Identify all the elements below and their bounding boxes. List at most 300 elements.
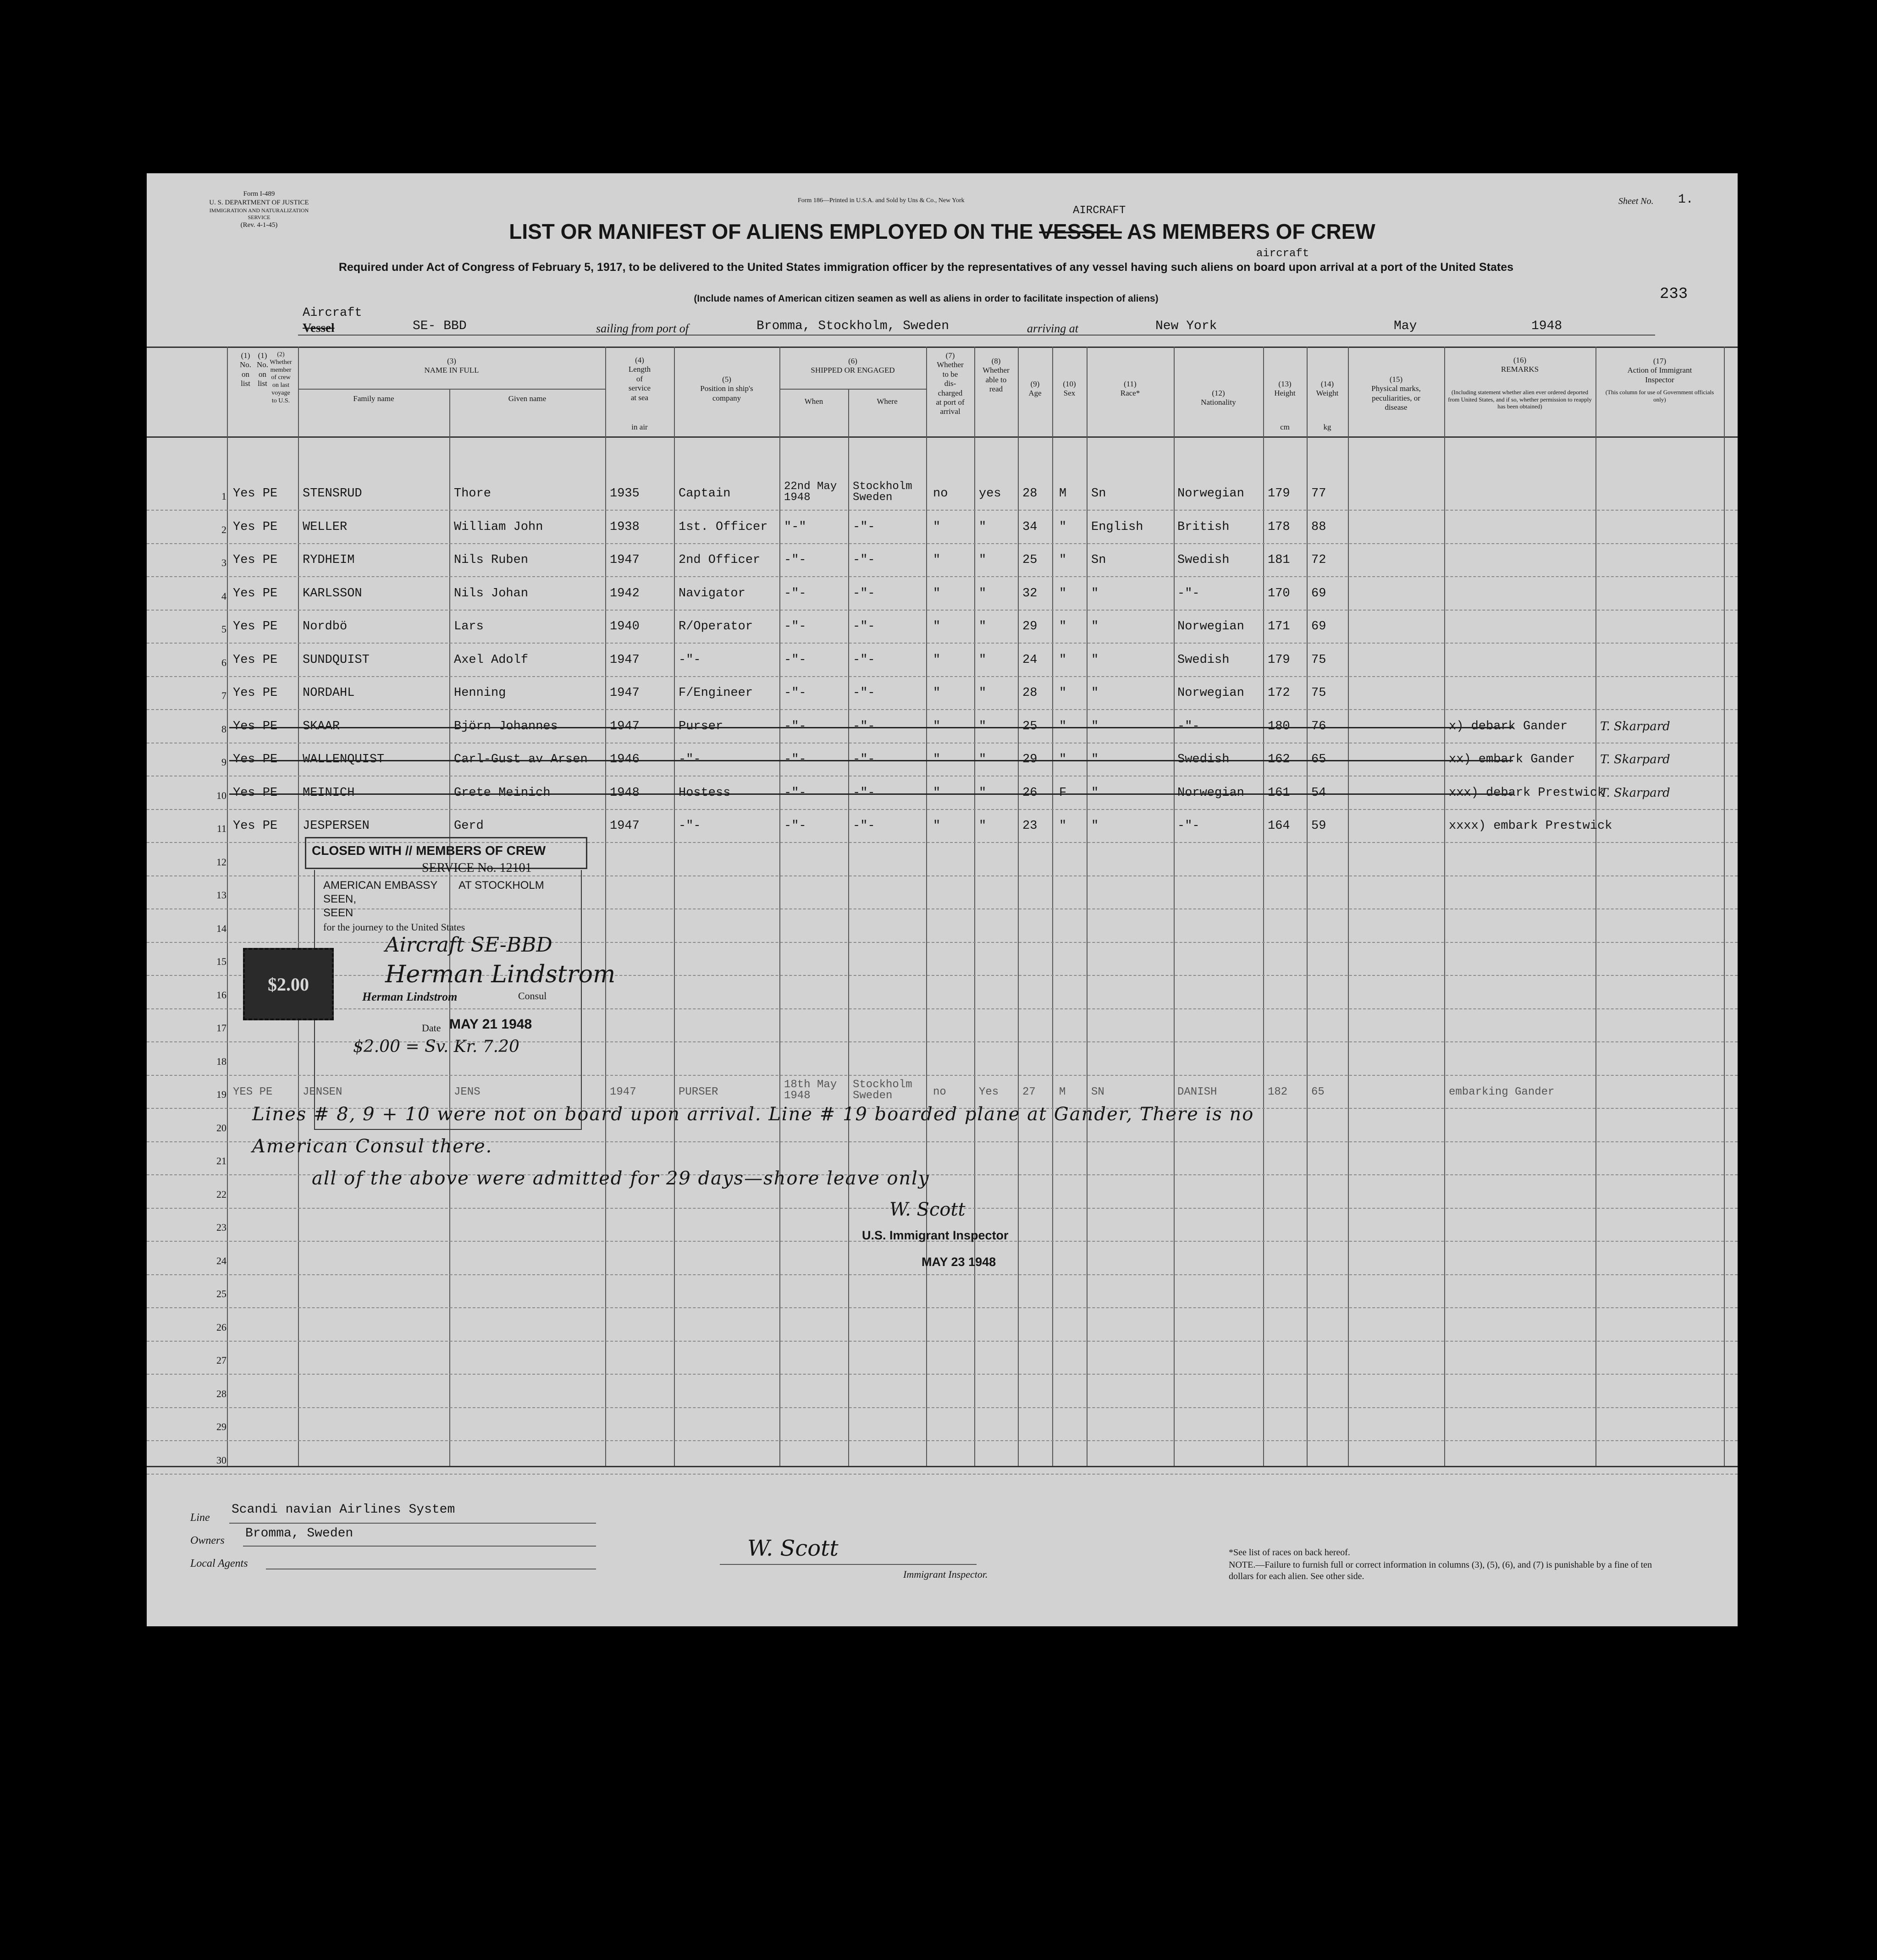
column-line <box>1595 347 1596 1466</box>
row-number: 8 <box>221 723 226 735</box>
row-number: 30 <box>216 1454 226 1466</box>
cell-service: 1935 <box>610 487 640 501</box>
cell-where: -"- <box>853 520 875 534</box>
consul-name: Herman Lindstrom <box>362 990 458 1003</box>
column-line <box>1052 347 1053 1466</box>
cell-where: -"- <box>853 753 875 766</box>
header-c6a: When <box>804 397 823 406</box>
seen-text-1: SEEN, <box>323 893 357 905</box>
cell-given: Gerd <box>454 819 484 833</box>
cell-ht: 161 <box>1268 786 1290 800</box>
row-number: 15 <box>216 956 226 967</box>
cell-where: -"- <box>853 553 875 567</box>
cell-action: T. Skarpard <box>1600 719 1670 733</box>
form-revision: (Rev. 4-1-45) <box>240 221 278 229</box>
cell-race: Sn <box>1091 487 1106 501</box>
cell-sex: " <box>1059 620 1067 633</box>
cell-age: 26 <box>1022 786 1038 800</box>
header-c13: (13) Height <box>1274 380 1296 398</box>
header-c4: (4) Length of service at sea <box>628 356 651 402</box>
cell-prev: Yes PE <box>233 553 278 567</box>
row-rule <box>147 1374 1738 1375</box>
row-number: 9 <box>221 756 226 768</box>
vessel-type-struck: Vessel <box>303 321 335 335</box>
cell-race: Sn <box>1091 553 1106 567</box>
strike-through-line <box>229 793 1513 795</box>
name-subheader-rule <box>298 389 605 390</box>
cell-service: 1947 <box>610 553 640 567</box>
row-rule <box>147 709 1738 710</box>
arrival-port: New York <box>1155 319 1217 333</box>
row-rule <box>147 1274 1738 1275</box>
agents-label: Local Agents <box>190 1558 248 1569</box>
header-c16n: (Including statement whether alien ever ordered deported from United States, and if so, whether permission to reapply has been obtained) <box>1448 389 1592 410</box>
cell-ht: 171 <box>1268 620 1290 633</box>
row19-age: 27 <box>1022 1086 1036 1098</box>
sheet-label: Sheet No. <box>1618 196 1654 206</box>
column-line <box>974 347 975 1466</box>
cell-when: -"- <box>784 686 806 700</box>
cell-age: 23 <box>1022 819 1038 833</box>
cell-position: 1st. Officer <box>679 520 768 534</box>
title-insert: AIRCRAFT <box>1073 204 1126 217</box>
header-bottom-rule <box>147 436 1738 438</box>
handwritten-note-line-22: all of the above were admitted for 29 days—shore leave only <box>312 1168 930 1189</box>
table-bottom-rule <box>147 1466 1738 1467</box>
cell-read: " <box>979 553 987 567</box>
cell-disch: " <box>933 753 941 766</box>
cell-when: -"- <box>784 819 806 833</box>
cell-disch: no <box>933 487 948 501</box>
row-number: 11 <box>216 823 226 834</box>
consul-signature: Herman Lindstrom <box>385 961 616 988</box>
cell-service: 1947 <box>610 719 640 733</box>
fee-revenue-stamp <box>243 948 334 1020</box>
manifest-sheet <box>147 173 1738 1626</box>
header-c6: (6) SHIPPED OR ENGAGED <box>811 357 895 375</box>
header-c14: (14) Weight <box>1316 380 1339 398</box>
owners-underline <box>243 1546 596 1547</box>
cell-where: Stockholm Sweden <box>853 480 912 504</box>
cell-where: -"- <box>853 719 875 733</box>
row19-wt: 65 <box>1311 1086 1325 1098</box>
vessel-type-typed: Aircraft <box>303 306 362 320</box>
cell-age: 28 <box>1022 487 1038 501</box>
owners-value: Bromma, Sweden <box>245 1526 353 1541</box>
cell-age: 25 <box>1022 553 1038 567</box>
cell-nat: -"- <box>1177 586 1200 600</box>
column-line <box>605 347 606 1466</box>
cell-nat: Swedish <box>1177 753 1230 766</box>
cell-action: T. Skarpard <box>1600 753 1670 766</box>
printer-line: Form 186—Printed in U.S.A. and Sold by Uns & Co., New York <box>798 197 965 204</box>
cell-sex: " <box>1059 653 1067 667</box>
header-c6b: Where <box>877 397 898 406</box>
cell-prev: Yes PE <box>233 753 278 766</box>
cell-read: " <box>979 819 987 833</box>
row-number: 19 <box>216 1089 226 1100</box>
cell-disch: " <box>933 653 941 667</box>
row-number: 16 <box>216 989 226 1001</box>
handwritten-note-line-21: American Consul there. <box>252 1136 493 1157</box>
voyage-underline <box>298 335 1655 336</box>
header-c12: (12) Nationality <box>1201 389 1236 407</box>
date-label: Date <box>422 1022 441 1034</box>
row19-disch: no <box>933 1086 946 1098</box>
cell-wt: 69 <box>1311 620 1326 633</box>
sheet-number: 1. <box>1678 193 1694 207</box>
column-line <box>779 347 780 1466</box>
race-note: *See list of races on back hereof. <box>1229 1547 1350 1558</box>
row19-family: JENSEN <box>303 1086 342 1098</box>
cell-ht: 179 <box>1268 653 1290 667</box>
row19-where: Stockholm Sweden <box>853 1079 912 1102</box>
row-number: 27 <box>216 1354 226 1366</box>
cell-read: " <box>979 719 987 733</box>
inspector-signature: W. Scott <box>889 1199 966 1220</box>
cell-remarks: xxxx) embark Prestwick <box>1449 819 1612 833</box>
header-c9: (9) Age <box>1028 380 1042 398</box>
column-line <box>1444 347 1445 1466</box>
header-c14b: kg <box>1323 423 1331 431</box>
cell-nat: Swedish <box>1177 553 1230 567</box>
inspection-date: MAY 23 1948 <box>922 1255 996 1269</box>
cell-sex: " <box>1059 686 1067 700</box>
cell-wt: 77 <box>1311 487 1326 501</box>
cell-sex: " <box>1059 553 1067 567</box>
title-struck: VESSEL <box>1039 220 1122 243</box>
cell-action: T. Skarpard <box>1600 786 1670 800</box>
row19-prev: YES PE <box>233 1086 273 1098</box>
cell-read: " <box>979 620 987 633</box>
row19-when: 18th May 1948 <box>784 1079 837 1102</box>
row19-ht: 182 <box>1268 1086 1288 1098</box>
cell-sex: F <box>1059 786 1067 800</box>
cell-where: -"- <box>853 586 875 600</box>
row-number: 3 <box>221 557 226 568</box>
cell-family: SUNDQUIST <box>303 653 370 667</box>
cell-remarks: x) debark Gander <box>1449 719 1568 733</box>
row-number: 21 <box>216 1155 226 1167</box>
cell-given: Thore <box>454 487 491 501</box>
row-rule <box>147 1307 1738 1308</box>
row-rule <box>147 676 1738 677</box>
page-number: 233 <box>1660 286 1688 303</box>
row19-nat: DANISH <box>1177 1086 1217 1098</box>
row-number: 2 <box>221 523 226 535</box>
column-line <box>848 389 849 1466</box>
cell-race: " <box>1091 620 1099 633</box>
column-line <box>227 347 228 1466</box>
cell-family: MEINICH <box>303 786 355 800</box>
cell-position: -"- <box>679 819 701 833</box>
cell-family: RYDHEIM <box>303 553 355 567</box>
cell-wt: 69 <box>1311 586 1326 600</box>
fee-note: $2.00 = Sv. Kr. 7.20 <box>353 1037 519 1056</box>
cell-position: Navigator <box>679 586 745 600</box>
cell-when: -"- <box>784 719 806 733</box>
cell-family: WALLENQUIST <box>303 753 385 766</box>
column-line <box>1307 347 1308 1466</box>
cell-position: -"- <box>679 653 701 667</box>
cell-sex: " <box>1059 520 1067 534</box>
row-number: 6 <box>221 656 226 668</box>
cell-service: 1946 <box>610 753 640 766</box>
cell-position: Purser <box>679 719 723 733</box>
cell-age: 24 <box>1022 653 1038 667</box>
fee-stamp-value: $2.00 <box>268 974 309 995</box>
title-post: AS MEMBERS OF CREW <box>1126 220 1375 243</box>
cell-read: " <box>979 653 987 667</box>
cell-sex: " <box>1059 819 1067 833</box>
column-line <box>1174 347 1175 1466</box>
consul-title: Consul <box>518 990 547 1002</box>
cell-ht: 172 <box>1268 686 1290 700</box>
row-number: 14 <box>216 922 226 934</box>
cell-disch: " <box>933 786 941 800</box>
cell-nat: Norwegian <box>1177 686 1244 700</box>
cell-prev: Yes PE <box>233 786 278 800</box>
cell-age: 32 <box>1022 586 1038 600</box>
cell-remarks: xx) embark Gander <box>1449 753 1575 766</box>
cell-when: -"- <box>784 653 806 667</box>
consul-date: MAY 21 1948 <box>449 1017 532 1032</box>
row-number: 5 <box>221 623 226 635</box>
vessel-handwritten: Aircraft SE-BBD <box>385 933 552 957</box>
header-c15: (15) Physical marks, peculiarities, or disease <box>1371 375 1421 412</box>
cell-disch: " <box>933 819 941 833</box>
line-label: Line <box>190 1512 210 1524</box>
cell-service: 1947 <box>610 686 640 700</box>
cell-prev: Yes PE <box>233 487 278 501</box>
row-rule <box>147 1440 1738 1441</box>
row-number: 10 <box>216 789 226 801</box>
cell-when: "-" <box>784 520 806 534</box>
header-c5: (5) Position in ship's company <box>700 375 753 402</box>
header-c16: (16) REMARKS <box>1501 356 1539 374</box>
row-number: 24 <box>216 1255 226 1266</box>
header-c17: (17) Action of Immigrant Inspector <box>1627 357 1692 384</box>
cell-prev: Yes PE <box>233 819 278 833</box>
cell-nat: Swedish <box>1177 653 1230 667</box>
row-rule <box>147 543 1738 544</box>
cell-read: yes <box>979 487 1001 501</box>
embassy-text: AMERICAN EMBASSY <box>323 879 438 892</box>
header-c4b: in air <box>631 423 648 431</box>
header-c8: (8) Whether able to read <box>983 357 1010 394</box>
column-line <box>1724 347 1725 1466</box>
cell-family: KARLSSON <box>303 586 362 600</box>
inspector-title: U.S. Immigrant Inspector <box>862 1228 1009 1242</box>
row-number: 7 <box>221 690 226 701</box>
column-line <box>298 347 299 1466</box>
header-list-no: (1) No. on list <box>256 351 269 388</box>
row-number: 23 <box>216 1222 226 1233</box>
cell-race: " <box>1091 786 1099 800</box>
embassy-city: AT STOCKHOLM <box>458 879 544 892</box>
cell-wt: 75 <box>1311 653 1326 667</box>
header-c2: (2) Whether member of crew on last voyage to U.S. <box>270 351 292 404</box>
cell-prev: Yes PE <box>233 653 278 667</box>
cell-wt: 75 <box>1311 686 1326 700</box>
line-value: Scandi navian Airlines System <box>232 1503 455 1517</box>
row-rule <box>147 1341 1738 1342</box>
strike-through-line <box>229 727 1513 728</box>
title-pre: LIST OR MANIFEST OF ALIENS EMPLOYED ON THE <box>509 220 1033 243</box>
cell-race: " <box>1091 719 1099 733</box>
header-c1: (1) No. on list <box>239 351 252 388</box>
row-rule <box>147 510 1738 511</box>
cell-read: " <box>979 786 987 800</box>
cell-when: 22nd May 1948 <box>784 480 837 504</box>
cell-ht: 162 <box>1268 753 1290 766</box>
subnote: (Include names of American citizen seamen as well as aliens in order to facilitate inspection of aliens) <box>694 293 1159 304</box>
cell-service: 1942 <box>610 586 640 600</box>
subtitle-insert: aircraft <box>1256 248 1309 260</box>
cell-given: Henning <box>454 686 506 700</box>
sailing-label: sailing from port of <box>596 322 689 335</box>
row-rule <box>147 576 1738 577</box>
cell-family: NORDAHL <box>303 686 355 700</box>
cell-family: WELLER <box>303 520 348 534</box>
inspector-label: Immigrant Inspector. <box>903 1569 988 1580</box>
journey-text: for the journey to the United States <box>323 921 465 933</box>
row-number: 12 <box>216 856 226 868</box>
header-c3: (3) NAME IN FULL <box>424 357 479 375</box>
cell-disch: " <box>933 719 941 733</box>
cell-family: JESPERSEN <box>303 819 370 833</box>
subtitle: Required under Act of Congress of February 5, 1917, to be delivered to the United States immigration officer by the representatives of any vessel having such aliens on board upon arrival at a port of the United States <box>338 261 1514 274</box>
header-c3a: Family name <box>353 394 394 403</box>
cell-disch: " <box>933 520 941 534</box>
row-number: 28 <box>216 1387 226 1399</box>
cell-when: -"- <box>784 553 806 567</box>
cell-ht: 178 <box>1268 520 1290 534</box>
row-number: 22 <box>216 1188 226 1200</box>
cell-ht: 180 <box>1268 719 1290 733</box>
arriving-label: arriving at <box>1027 322 1078 335</box>
cell-age: 29 <box>1022 620 1038 633</box>
owners-label: Owners <box>190 1535 225 1547</box>
cell-sex: " <box>1059 719 1067 733</box>
cell-read: " <box>979 686 987 700</box>
cell-wt: 54 <box>1311 786 1326 800</box>
row-rule <box>147 1407 1738 1408</box>
row-number: 26 <box>216 1321 226 1333</box>
cell-ht: 181 <box>1268 553 1290 567</box>
cell-service: 1940 <box>610 620 640 633</box>
shipped-subheader-rule <box>779 389 926 390</box>
cell-given: William John <box>454 520 543 534</box>
cell-read: " <box>979 520 987 534</box>
cell-nat: Norwegian <box>1177 620 1244 633</box>
cell-nat: -"- <box>1177 719 1200 733</box>
header-c11: (11) Race* <box>1120 380 1140 398</box>
cell-where: -"- <box>853 686 875 700</box>
cell-when: -"- <box>784 786 806 800</box>
row-number: 1 <box>221 490 226 502</box>
cell-disch: " <box>933 553 941 567</box>
header-c7: (7) Whether to be dis- charged at port of arrival <box>936 351 965 416</box>
cell-age: 28 <box>1022 686 1038 700</box>
cell-given: Carl-Gust av Arsen <box>454 753 588 766</box>
row-rule <box>147 643 1738 644</box>
cell-where: -"- <box>853 819 875 833</box>
footer-inspector-signature: W. Scott <box>747 1536 839 1561</box>
column-line <box>1348 347 1349 1466</box>
cell-age: 34 <box>1022 520 1038 534</box>
page-title <box>147 219 1738 244</box>
cell-prev: Yes PE <box>233 686 278 700</box>
service-name: IMMIGRATION AND NATURALIZATION SERVICE <box>209 207 309 220</box>
cell-nat: Norwegian <box>1177 786 1244 800</box>
column-line <box>1018 347 1019 1466</box>
cell-given: Lars <box>454 620 484 633</box>
row19-remarks: embarking Gander <box>1449 1086 1555 1098</box>
cell-disch: " <box>933 686 941 700</box>
cell-where: -"- <box>853 653 875 667</box>
cell-read: " <box>979 753 987 766</box>
cell-sex: " <box>1059 586 1067 600</box>
row-number: 29 <box>216 1421 226 1432</box>
cell-given: Nils Johan <box>454 586 529 600</box>
cell-given: Grete Meinich <box>454 786 551 800</box>
cell-family: SKAAR <box>303 719 340 733</box>
cell-wt: 88 <box>1311 520 1326 534</box>
cell-prev: Yes PE <box>233 520 278 534</box>
line-underline <box>229 1523 596 1524</box>
cell-service: 1948 <box>610 786 640 800</box>
cell-race: " <box>1091 686 1099 700</box>
column-line <box>1087 347 1088 1466</box>
cell-given: Nils Ruben <box>454 553 529 567</box>
cell-age: 29 <box>1022 753 1038 766</box>
row19-sex: M <box>1059 1086 1066 1098</box>
cell-read: " <box>979 586 987 600</box>
cell-family: Nordbö <box>303 620 348 633</box>
header-c17n: (This column for use of Government officials only) <box>1605 389 1714 403</box>
cell-race: " <box>1091 753 1099 766</box>
row19-service: 1947 <box>610 1086 636 1098</box>
signature-underline <box>720 1564 977 1565</box>
cell-remarks: xxx) debark Prestwick <box>1449 786 1605 800</box>
cell-when: -"- <box>784 586 806 600</box>
penalty-note: NOTE.—Failure to furnish full or correct information in columns (3), (5), (6), and (7) is punishable by a fine of ten dollars for each alien. See other side. <box>1229 1560 1652 1581</box>
service-number: SERVICE No. 12101 <box>422 861 532 875</box>
row19-position: PURSER <box>679 1086 718 1098</box>
cell-race: " <box>1091 819 1099 833</box>
form-id: Form I-489 <box>243 190 275 198</box>
cell-where: -"- <box>853 786 875 800</box>
cell-sex: M <box>1059 487 1067 501</box>
cell-position: 2nd Officer <box>679 553 761 567</box>
column-line <box>926 347 927 1466</box>
row-number: 17 <box>216 1022 226 1034</box>
cell-when: -"- <box>784 620 806 633</box>
cell-given: Björn Johannes <box>454 719 558 733</box>
cell-given: Axel Adolf <box>454 653 529 667</box>
column-line <box>1263 347 1264 1466</box>
departure-port: Bromma, Stockholm, Sweden <box>756 319 950 333</box>
cell-position: Hostess <box>679 786 731 800</box>
cell-sex: " <box>1059 753 1067 766</box>
vessel-name: SE- BBD <box>413 319 467 333</box>
arrival-year: 1948 <box>1531 319 1562 333</box>
row-number: 4 <box>221 590 226 602</box>
department: U. S. DEPARTMENT OF JUSTICE <box>209 198 309 206</box>
arrival-month: May <box>1394 319 1417 333</box>
table-top-rule <box>147 347 1738 348</box>
